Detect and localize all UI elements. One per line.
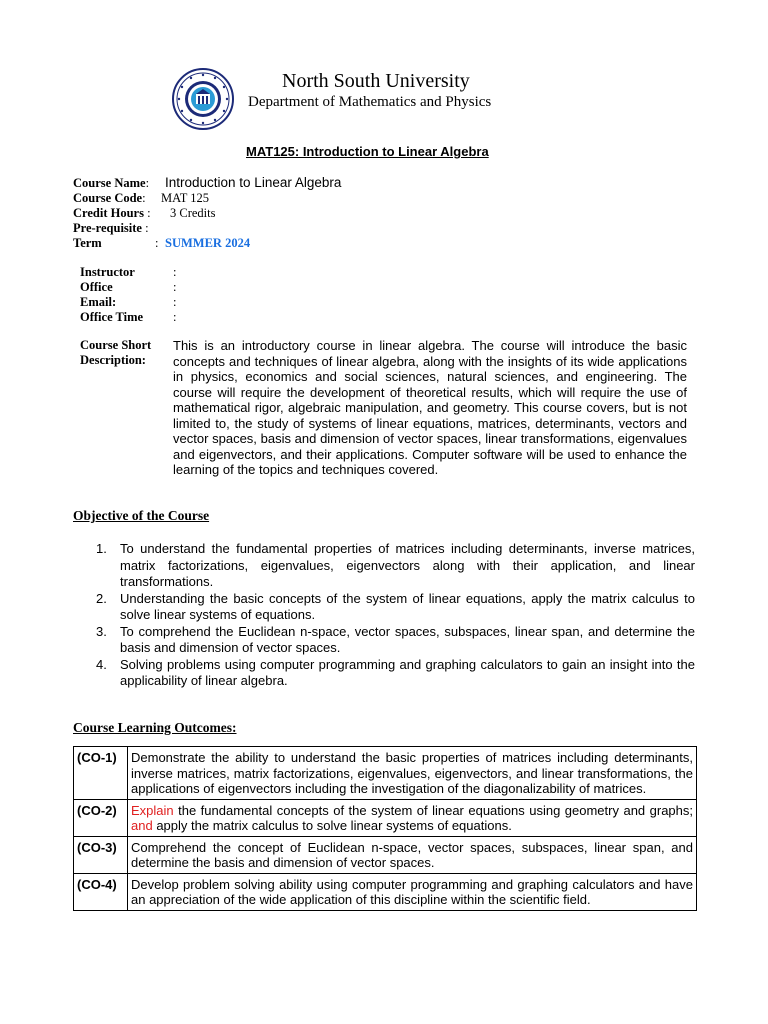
outcome-code: (CO-3) [74,836,128,873]
outcome-text: Comprehend the concept of Euclidean n-space, vector spaces, subspaces, linear span, and determine the basis and dimension of vector spaces. [128,836,697,873]
course-name-row: Course Name: Introduction to Linear Algebra [73,175,342,190]
university-name: North South University [282,70,470,92]
highlight-and: and [131,818,153,833]
list-item: 1. To understand the fundamental properties of matrices including determinants, inverse matrices, matrix factorizations, eigenvalues, eigenvectors along with their application, and linear transformations. [96,541,695,589]
office-row [80,280,177,295]
instructor-colon: : [173,265,177,279]
email-label: Email: [80,295,117,309]
outcome-text: Develop problem solving ability using computer programming and graphing calculators and have an appreciation of the wide application of this discipline within the scientific field. [128,873,697,910]
course-code-row: Course Code: MAT 125 [73,191,210,205]
term-colon: : [155,236,159,250]
office-colon: : [173,280,177,294]
table-row [74,836,697,873]
instructor-label: Instructor [80,265,135,279]
table-row [74,873,697,910]
office-time-label: Office Time [80,310,144,324]
table-row [74,747,697,800]
office-time-row [80,310,177,325]
highlight-explain: Explain [131,802,174,818]
outcome-code: (CO-4) [74,873,128,910]
office-time-colon: : [173,310,177,324]
prerequisite-row: Pre-requisite : [73,221,149,235]
term-value: SUMMER 2024 [165,236,251,250]
term-row [73,236,251,251]
credit-hours-value: 3 Credits [170,206,216,220]
course-code-value: MAT 125 [161,191,210,205]
description-label: Course Short Description: [80,338,152,367]
outcome-text: Explain the fundamental concepts of the system of linear equations using geometry and graphs; and apply the matrix calculus to solve linear systems of equations. [128,799,697,836]
objectives-heading: Objective of the Course [73,508,210,523]
outcomes-heading: Course Learning Outcomes: [73,720,237,735]
list-item: 4. Solving problems using computer programming and graphing calculators to gain an insight into the applicability of linear algebra. [96,656,695,688]
prerequisite-label: Pre-requisite [73,221,142,235]
department-name: Department of Mathematics and Physics [248,94,492,110]
university-seal-icon [172,68,234,130]
credit-hours-label: Credit Hours [73,206,144,220]
course-code-label: Course Code [73,191,143,205]
course-name-value: Introduction to Linear Algebra [165,175,342,190]
objectives-list [96,541,695,690]
credit-hours-row: Credit Hours : 3 Credits [73,206,216,220]
outcome-text: Demonstrate the ability to understand the basic properties of matrices including determinants, inverse matrices, matrix factorizations, eigenvalues, eigenvectors, and linear transformations, the applications of eigenvectors including the investigation of the diagonalizability of matrices. [128,747,697,800]
list-item: 3. To comprehend the Euclidean n-space, vector spaces, subspaces, linear span, and determine the basis and dimension of vector spaces. [96,623,695,655]
email-colon: : [173,295,177,309]
document-title: MAT125: Introduction to Linear Algebra [246,144,489,159]
term-label: Term [73,236,102,250]
table-row [74,799,697,836]
email-row [80,295,177,310]
letterhead [172,68,552,132]
list-item: 2. Understanding the basic concepts of the system of linear equations, apply the matrix calculus to solve linear systems of equations. [96,590,695,622]
outcomes-table [73,746,697,911]
outcome-code: (CO-1) [74,747,128,800]
instructor-row [80,265,177,280]
course-name-label: Course Name [73,176,146,190]
description-text: This is an introductory course in linear algebra. The course will introduce the basic concepts and techniques of linear algebra, along with the insights of its wide applications in physics, economics and social sciences, natural sciences, and engineering. The course will require the development of theoretical results, which will require the use of mathematical rigor, algebraic manipulation, and geometry. This course covers, but is not limited to, the study of systems of linear equations, matrices, determinants, vectors and vector spaces, basis and dimension of vector spaces, linear transformations, eigenvalues and eigenvectors, and their applications. Computer software will be used to enhance the learning of the topics and techniques covered. [173,338,687,477]
outcome-code: (CO-2) [74,799,128,836]
office-label: Office [80,280,113,294]
